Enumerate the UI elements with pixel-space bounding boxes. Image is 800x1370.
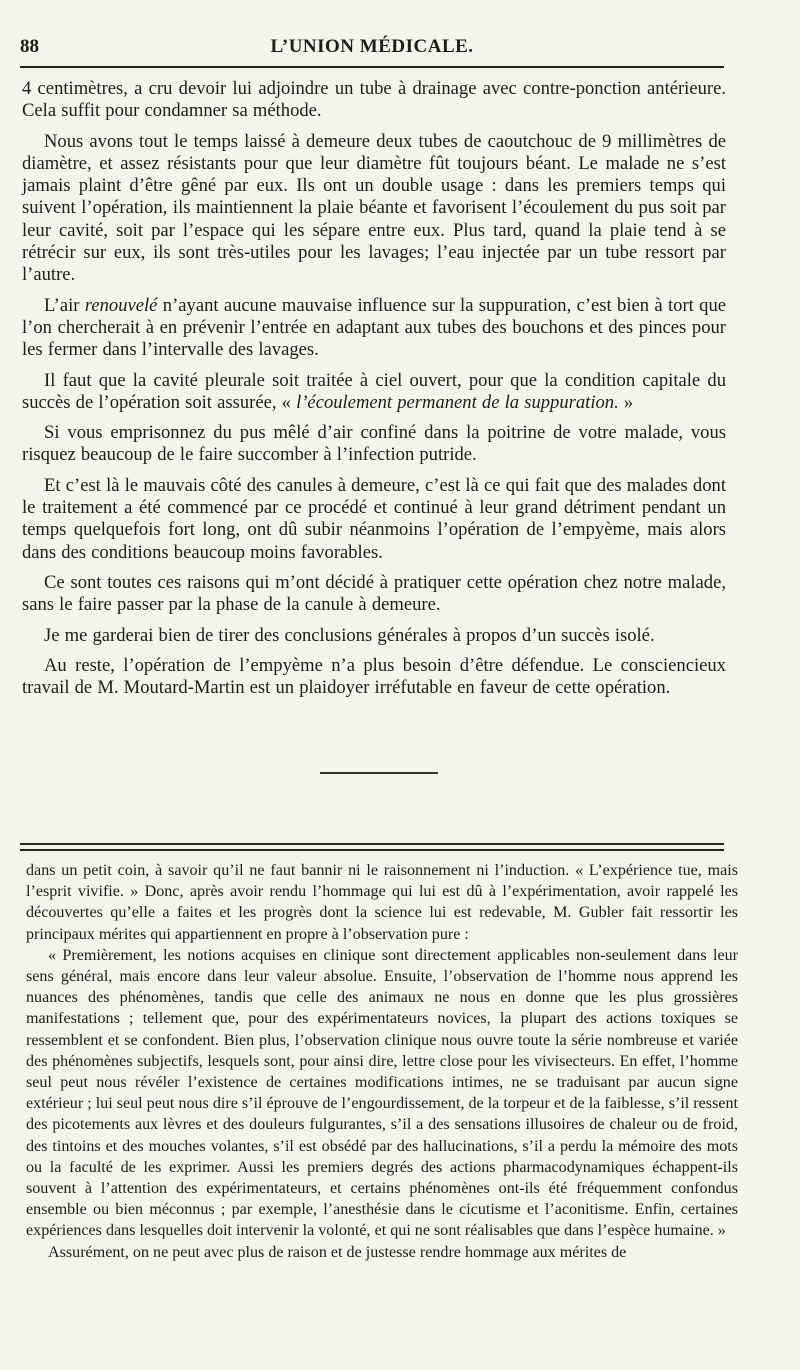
paragraph: Assurément, on ne peut avec plus de raison et de justesse rendre hommage aux mérites de — [48, 1243, 627, 1261]
paragraph: Au reste, l’opération de l’empyème n’a plus besoin d’être défendue. Le consciencieux travail de M. Moutard-Martin est un plaidoyer irréfutable en faveur de cette opération. — [22, 654, 726, 699]
paragraph: Si vous emprisonnez du pus mêlé d’air confiné dans la poitrine de votre malade, vous risquez beaucoup de le faire succomber à l’infection putride. — [22, 422, 726, 466]
running-title: L’UNION MÉDICALE. — [270, 36, 474, 57]
paragraph: 4 centimètres, a cru devoir lui adjoindre un tube à drainage avec contre-ponction antérieure. Cela suffit pour condamner sa méthode. — [22, 78, 726, 122]
paragraph: Il faut que la cavité pleurale soit traitée à ciel ouvert, pour que la condition capitale du succès de l’opération soit assurée, « l’écoulement permanent de la suppuration. » — [22, 369, 726, 413]
paragraph: « Premièrement, les notions acquises en clinique sont directement applicables non-seulement dans leur sens général, mais encore dans leur valeur absolue. Ensuite, l’observation de l’homme nous apprend les nuances des phénomènes, tandis que celle des animaux ne nous en donne que les plus grossières manifestations ; tellement que, pour des expérimentateurs novices, la plupart des actions toxiques se ressemblent et se confondent. Bien plus, l’observation clinique nous ouvre toute la série nombreuse et variée des phénomènes subjectifs, lesquels sont, pour ainsi dire, lettre close pour les vivisecteurs. En effet, l’homme seul peut nous révéler l’existence de certaines modifications intimes, ne se traduisant par aucun signe extérieur ; lui seul peut nous dire s’il éprouve de l’engourdissement, de la torpeur et de la faiblesse, s’il ressent des picotements aux lèvres et des douleurs fulgurantes, s’il a des sensations illusoires de chaleur ou de froid, des tintoins et des mouches volantes, s’il est obsédé par des hallucinations, s’il a perdu la mémoire des mots ou la faculté de les exprimer. Aussi les premiers degrés des actions pharmacodynamiques échappent-ils souvent à l’attention des expérimentateurs, et certains phénomènes ont-ils été fréquemment confondus ensemble ou bien méconnus ; par exemple, l’anesthésie dans le cicutisme et l’aconitisme. Enfin, certaines expériences dans lesquelles doit intervenir la volonté, et qui ne sont réalisables que dans l’espèce humaine. » — [26, 946, 738, 1240]
paragraph: Ce sont toutes ces raisons qui m’ont décidé à pratiquer cette opération chez notre malade, sans le faire passer par la phase de la canule à demeure. — [22, 571, 726, 616]
italic-phrase: l’écoulement permanent de la suppuration. — [296, 391, 619, 413]
header-rule — [20, 66, 724, 68]
paragraph: Et c’est là le mauvais côté des canules à demeure, c’est là ce qui fait que des malades dont le traitement a été commencé par ce procédé et continué à leur grand détriment pendant un temps quelquefois fort long, ont dû subir néanmoins l’opération de l’empyème, mais alors dans des conditions beaucoup moins favorables. — [22, 474, 726, 563]
paragraph: L’air renouvelé n’ayant aucune mauvaise influence sur la suppuration, c’est bien à tort que l’on chercherait à en prévenir l’entrée en adaptant aux tubes des bouchons et des pinces pour les fermer dans l’intervalle des lavages. — [22, 294, 726, 361]
italic-phrase: renouvelé — [84, 294, 158, 316]
end-of-article-rule — [320, 772, 438, 774]
paragraph: Je me garderai bien de tirer des conclusions générales à propos d’un succès isolé. — [44, 624, 655, 646]
page-number: 88 — [20, 36, 39, 57]
feuilleton-separator-rule — [20, 843, 724, 851]
paragraph: Nous avons tout le temps laissé à demeure deux tubes de caoutchouc de 9 millimètres de diamètre, et assez résistants pour que leur diamètre fût toujours béant. Le malade ne s’est jamais plaint d’être gêné par eux. Ils ont un double usage : dans les premiers temps qui suivent l’opération, ils maintiennent la plaie béante et favorisent l’écoulement du pus soit par leur cavité, soit par l’espace qui les sépare entre eux. Plus tard, quand la plaie tend à se rétrécir sur eux, ils sont très-utiles pour les lavages; l’eau injectée par un tube ressort par l’autre. — [22, 130, 726, 286]
feuilleton-body — [26, 860, 738, 1263]
main-article-body — [22, 78, 726, 707]
page-header — [20, 36, 724, 64]
paragraph: dans un petit coin, à savoir qu’il ne faut bannir ni le raisonnement ni l’induction. « L’expérience tue, mais l’esprit vivifie. » Donc, après avoir rendu l’hommage qui lui est dû à l’expérimentation, avoir rappelé les découvertes qu’elle a faites et les progrès dont la science lui est redevable, M. Gubler fait ressortir les principaux mérites qui appartiennent en propre à l’observation pure : — [26, 862, 738, 943]
